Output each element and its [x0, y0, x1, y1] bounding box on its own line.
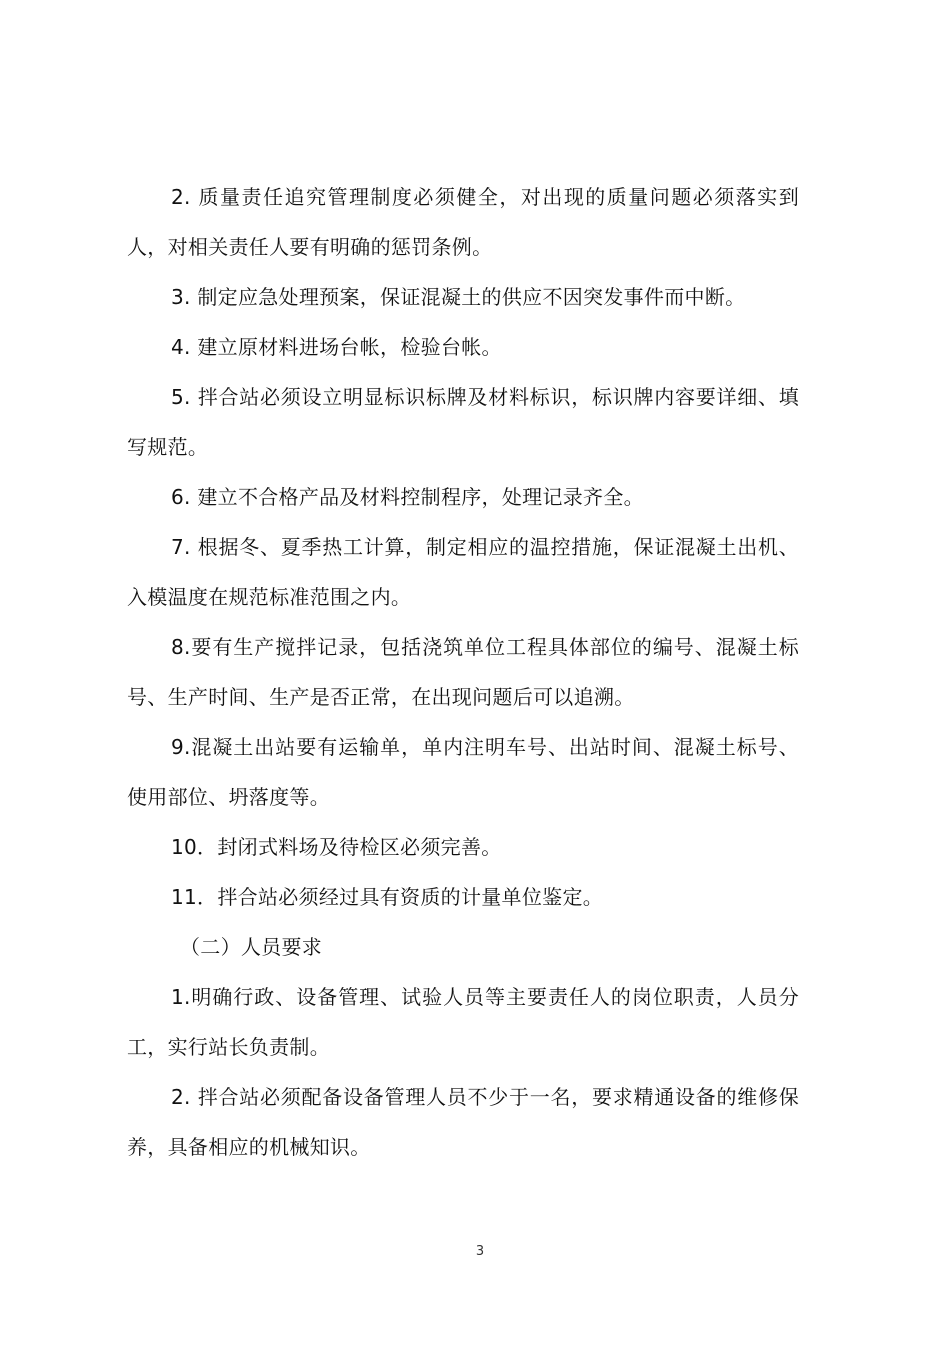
- paragraph-item-2-quality-responsibility: 2. 质量责任追究管理制度必须健全，对出现的质量问题必须落实到人，对相关责任人要有明确的惩罚条例。: [127, 185, 799, 259]
- paragraph-item-9-transport-slip: 9.混凝土出站要有运输单，单内注明车号、出站时间、混凝土标号、使用部位、坍落度等。: [127, 735, 799, 809]
- paragraph-personnel-1-responsibilities: 1.明确行政、设备管理、试验人员等主要责任人的岗位职责，人员分工，实行站长负责制。: [127, 985, 799, 1059]
- paragraph-item-6-nonconforming-control: 6. 建立不合格产品及材料控制程序，处理记录齐全。: [171, 485, 644, 509]
- paragraph-item-10-enclosed-yard: 10．封闭式料场及待检区必须完善。: [171, 835, 502, 859]
- paragraph-item-8-mixing-records: 8.要有生产搅拌记录，包括浇筑单位工程具体部位的编号、混凝土标号、生产时间、生产是否正常，在出现问题后可以追溯。: [127, 635, 799, 709]
- page-number: 3: [475, 1244, 485, 1259]
- paragraph-item-7-temperature-control: 7. 根据冬、夏季热工计算，制定相应的温控措施，保证混凝土出机、入模温度在规范标准范围之内。: [127, 535, 799, 609]
- paragraph-personnel-2-equipment-manager: 2. 拌合站必须配备设备管理人员不少于一名，要求精通设备的维修保养，具备相应的机械知识。: [127, 1085, 799, 1159]
- body-text: [127, 172, 799, 1172]
- paragraph-item-11-metrology: 11．拌合站必须经过具有资质的计量单位鉴定。: [171, 885, 604, 909]
- section-heading-personnel: （二）人员要求: [180, 935, 323, 959]
- paragraph-item-4-material-ledger: 4. 建立原材料进场台帐，检验台帐。: [171, 335, 502, 359]
- paragraph-item-5-signage: 5. 拌合站必须设立明显标识标牌及材料标识，标识牌内容要详细、填写规范。: [127, 385, 799, 459]
- paragraph-item-3-emergency-plan: 3. 制定应急处理预案，保证混凝土的供应不因突发事件而中断。: [171, 285, 746, 309]
